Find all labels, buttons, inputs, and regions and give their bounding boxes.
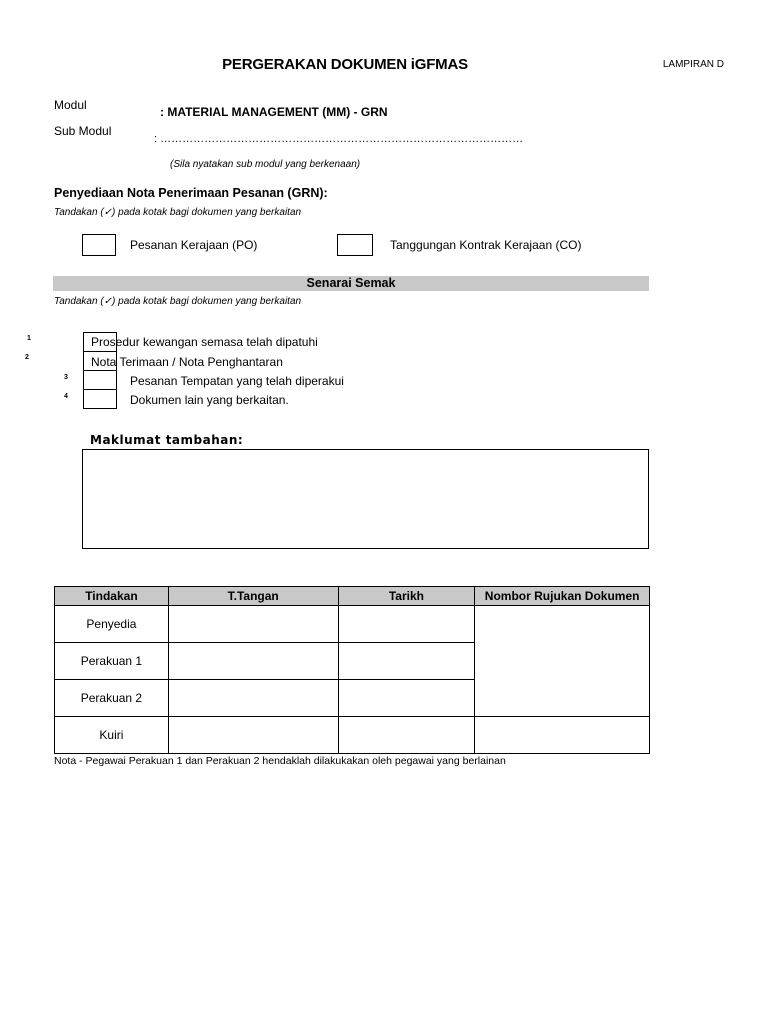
- cell-tarikh-perakuan-2[interactable]: [338, 680, 475, 717]
- row-label-penyedia: Penyedia: [55, 606, 169, 643]
- cell-tandatangan-perakuan-1[interactable]: [168, 643, 338, 680]
- lampiran-label: LAMPIRAN D: [662, 59, 724, 70]
- header-tandatangan: T.Tangan: [168, 587, 338, 606]
- checklist-num-3: 3: [64, 374, 68, 381]
- co-checkbox[interactable]: [337, 234, 373, 256]
- checklist-item-2: Nota Terimaan / Nota Penghantaran: [91, 355, 283, 369]
- grn-section-title: Penyediaan Nota Penerimaan Pesanan (GRN):: [54, 186, 328, 200]
- row-label-kuiri: Kuiri: [55, 717, 169, 754]
- checklist-title-bar: [53, 276, 649, 291]
- sub-modul-field[interactable]: : ………………………………………………………………………………………: [154, 133, 524, 145]
- checklist-num-2: 2: [25, 354, 29, 361]
- row-label-perakuan-2: Perakuan 2: [55, 680, 169, 717]
- signature-table: [54, 586, 650, 754]
- header-tindakan: Tindakan: [55, 587, 169, 606]
- cell-nombor-rujukan-kuiri[interactable]: [475, 717, 650, 754]
- po-option-label: Pesanan Kerajaan (PO): [130, 238, 258, 252]
- sub-modul-hint: (Sila nyatakan sub modul yang berkenaan): [170, 159, 361, 170]
- sub-modul-label: Sub Modul: [54, 124, 112, 138]
- co-option-label: Tanggungan Kontrak Kerajaan (CO): [390, 238, 582, 252]
- checklist-checkbox-4[interactable]: [83, 389, 117, 409]
- modul-label: Modul: [54, 98, 87, 112]
- cell-tandatangan-penyedia[interactable]: [168, 606, 338, 643]
- table-row: [55, 717, 650, 754]
- checklist-checkbox-3[interactable]: [83, 370, 117, 390]
- cell-tarikh-perakuan-1[interactable]: [338, 643, 475, 680]
- checklist-num-4: 4: [64, 393, 68, 400]
- checklist-item-4: Dokumen lain yang berkaitan.: [130, 393, 289, 407]
- page-title: PERGERAKAN DOKUMEN iGFMAS: [222, 56, 468, 73]
- header-nombor-rujukan: Nombor Rujukan Dokumen: [475, 587, 650, 606]
- checklist-num-1: 1: [27, 335, 31, 342]
- header-tarikh: Tarikh: [338, 587, 475, 606]
- cell-tandatangan-perakuan-2[interactable]: [168, 680, 338, 717]
- cell-tarikh-kuiri[interactable]: [338, 717, 475, 754]
- table-row: [55, 606, 650, 643]
- cell-tarikh-penyedia[interactable]: [338, 606, 475, 643]
- cell-tandatangan-kuiri[interactable]: [168, 717, 338, 754]
- table-header-row: [55, 587, 650, 606]
- maklumat-label: Maklumat tambahan:: [90, 433, 244, 447]
- row-label-perakuan-1: Perakuan 1: [55, 643, 169, 680]
- checklist-title: Senarai Semak: [306, 276, 396, 290]
- cell-nombor-rujukan[interactable]: [475, 606, 650, 717]
- nota-text: Nota - Pegawai Perakuan 1 dan Perakuan 2 hendaklah dilakukakan oleh pegawai yang berlainan: [54, 755, 506, 767]
- po-checkbox[interactable]: [82, 234, 116, 256]
- checklist-item-1: Prosedur kewangan semasa telah dipatuhi: [91, 335, 318, 349]
- modul-value: : MATERIAL MANAGEMENT (MM) - GRN: [160, 105, 388, 119]
- maklumat-textarea[interactable]: [82, 449, 649, 549]
- checklist-item-3: Pesanan Tempatan yang telah diperakui: [130, 374, 344, 388]
- checklist-instruction: Tandakan (✓) pada kotak bagi dokumen yang berkaitan: [54, 296, 302, 307]
- grn-instruction: Tandakan (✓) pada kotak bagi dokumen yang berkaitan: [54, 207, 302, 218]
